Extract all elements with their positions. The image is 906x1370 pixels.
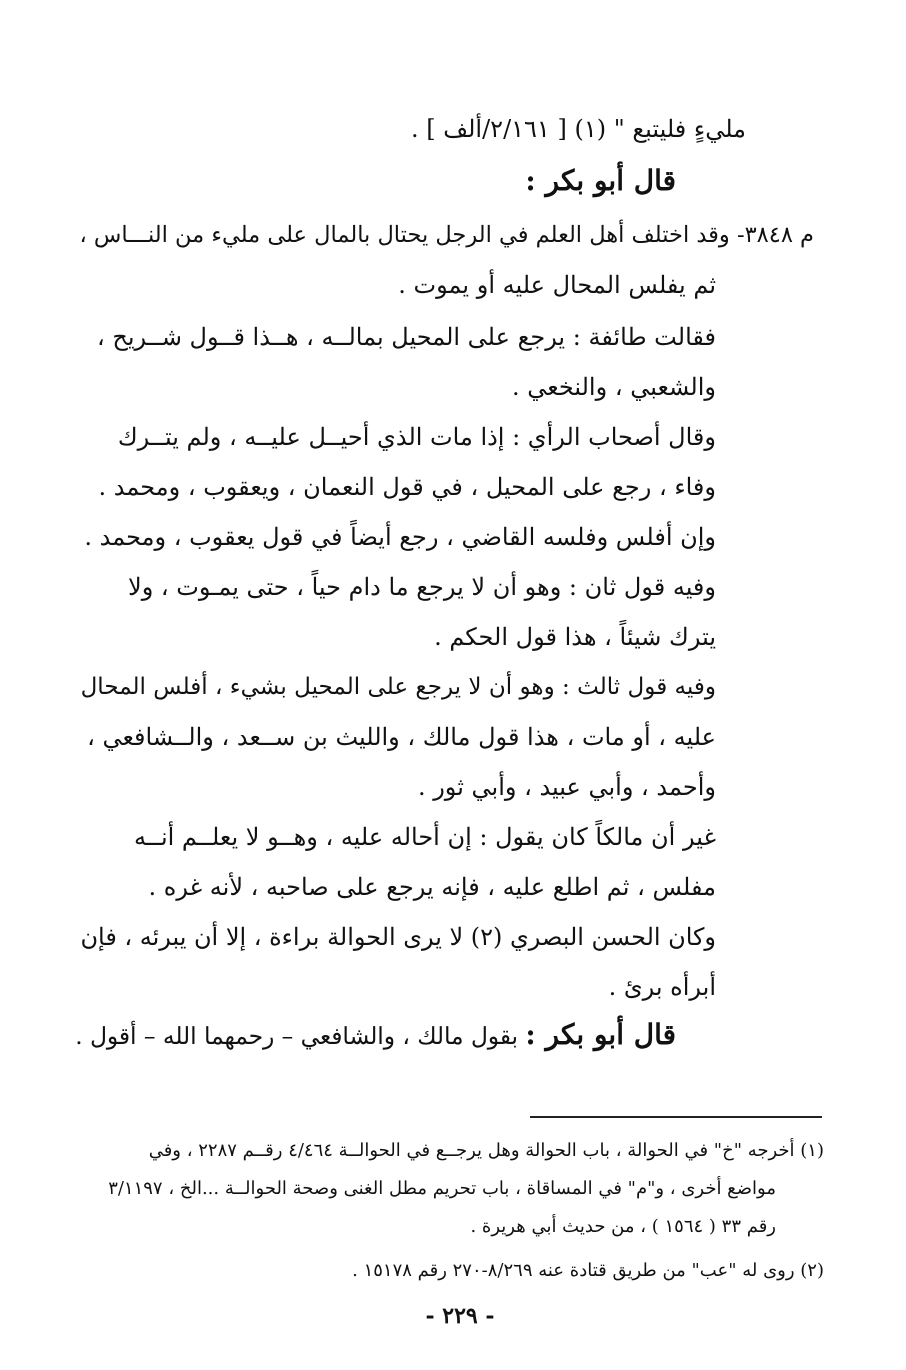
text-line: مفلس ، ثم اطلع عليه ، فإنه يرجع على صاحبه ، لأنه غره .	[148, 873, 716, 901]
text-line: والشعبي ، والنخعي .	[512, 373, 716, 401]
text-line: وقال أصحاب الرأي : إذا مات الذي أحيــل عليــه ، ولم يتــرك	[117, 423, 716, 451]
text-line: فقالت طائفة : يرجع على المحيل بمالــه ، هــذا قــول شــريح ،	[96, 323, 716, 351]
text-line: غير أن مالكاً كان يقول : إن أحاله عليه ، وهــو لا يعلــم أنــه	[134, 823, 716, 851]
text-line: ثم يفلس المحال عليه أو يموت .	[398, 271, 716, 299]
text-line: وكان الحسن البصري (٢) لا يرى الحوالة براءة ، إلا أن يبرئه ، فإن	[80, 923, 716, 951]
text-line: وإن أفلس وفلسه القاضي ، رجع أيضاً في قول يعقوب ، ومحمد .	[84, 523, 716, 551]
text-line: مليءٍ فليتبع " (١) [ ٢/١٦١/ألف ] .	[411, 115, 746, 143]
footnote-line: رقم ٣٣ ( ١٥٦٤ ) ، من حديث أبي هريرة .	[470, 1216, 776, 1237]
text-line: وفيه قول ثالث : وهو أن لا يرجع على المحيل بشيء ، أفلس المحال	[80, 674, 716, 700]
text-line: يترك شيئاً ، هذا قول الحكم .	[434, 623, 716, 651]
footnote-line: (١) أخرجه "خ" في الحوالة ، باب الحوالة وهل يرجــع في الحوالــة ٤/٤٦٤ رقــم ٢٢٨٧ ، وفي	[148, 1140, 824, 1161]
section-heading: قال أبو بكر :	[525, 1018, 676, 1051]
text-line: وأحمد ، وأبي عبيد ، وأبي ثور .	[417, 773, 716, 801]
text-line: وفيه قول ثان : وهو أن لا يرجع ما دام حياً ، حتى يمـوت ، ولا	[128, 573, 716, 601]
footnote-line: مواضع أخرى ، و"م" في المساقاة ، باب تحريم مطل الغنى وصحة الحوالــة ...الخ ، ٣/١١٩٧	[108, 1178, 776, 1199]
text-line: وفاء ، رجع على المحيل ، في قول النعمان ، ويعقوب ، ومحمد .	[98, 473, 716, 501]
section-heading: قال أبو بكر :	[525, 164, 676, 197]
page-number: - ٢٢٩ -	[425, 1303, 495, 1329]
text-line: م ٣٨٤٨- وقد اختلف أهل العلم في الرجل يحتال بالمال على مليء من النـــاس ،	[79, 222, 814, 248]
text-span: بقول مالك ، والشافعي – رحمهما الله – أقول .	[75, 1023, 519, 1050]
footnote-separator	[530, 1116, 822, 1118]
closing-line	[75, 1018, 676, 1054]
text-line: عليه ، أو مات ، هذا قول مالك ، والليث بن ســعد ، والــشافعي ،	[87, 723, 716, 751]
text-line: أبرأه برئ .	[608, 973, 716, 1001]
footnote-line: (٢) روى له "عب" من طريق قتادة عنه ٨/٢٦٩-٢٧٠ رقم ١٥١٧٨ .	[352, 1260, 824, 1281]
